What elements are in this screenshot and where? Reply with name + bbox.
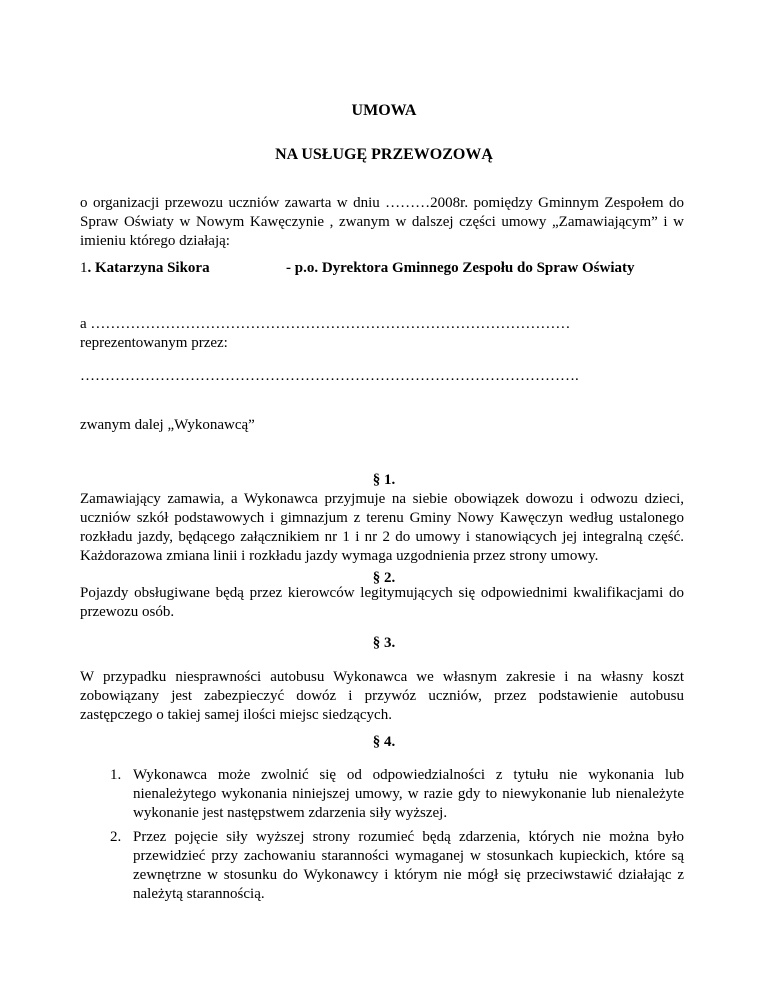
represented-by-label: reprezentowanym przez:	[80, 335, 228, 351]
section-1-heading: § 1.	[372, 472, 396, 488]
signatory-number: 1	[80, 260, 88, 276]
signatory-role: - p.o. Dyrektora Gminnego Zespołu do Spraw Oświaty	[286, 260, 635, 276]
list-item-text: Wykonawca może zwolnić się od odpowiedzialności z tytułu nie wykonania lub nienależytego wykonania niniejszej umowy, w razie gdy to niewykonanie lub nienależyte wykonanie jest następstwem zdarzenia siły wyższej.	[133, 767, 684, 821]
intro-paragraph: o organizacji przewozu uczniów zawarta w dniu ………2008r. pomiędzy Gminnym Zespołem do Spraw Oświaty w Nowym Kawęczynie , zwanym w dalszej części umowy „Zamawiającym” i w imieniu którego działają:	[80, 195, 684, 249]
signatory-name: . Katarzyna Sikora	[87, 260, 210, 276]
list-item-text: Przez pojęcie siły wyższej strony rozumieć będą zdarzenia, których nie można było przewidzieć przy zachowaniu staranności wymaganej w stosunkach kupieckich, które są zewnętrzne w stosunku do Wykonawcy i którym nie mógł się przeciwstawić działając z należytą starannością.	[133, 829, 684, 902]
document-subtitle: NA USŁUGĘ PRZEWOZOWĄ	[275, 146, 493, 163]
section-2-heading: § 2.	[372, 570, 396, 586]
document-title: UMOWA	[351, 102, 417, 119]
signatory-line	[80, 259, 210, 278]
list-item-number: 1.	[110, 767, 122, 783]
section-3-body: W przypadku niesprawności autobusu Wykonawca we własnym zakresie i na własny koszt zobowiązany jest zabezpieczyć dowóz i przywóz uczniów, przez podstawienie autobusu zastępczego o takiej samej ilości miejsc siedzących.	[80, 669, 684, 723]
section-3-heading: § 3.	[372, 635, 396, 651]
section-4-heading: § 4.	[372, 734, 396, 750]
representative-dots: ……………………………………………………………………………………….	[80, 368, 579, 384]
contractor-line: a ……………………………………………………………………………………	[80, 316, 571, 332]
list-item	[110, 766, 684, 823]
section-2-body: Pojazdy obsługiwane będą przez kierowców legitymujących się odpowiednimi kwalifikacjami do przewozu osób.	[80, 585, 684, 620]
section-1-body: Zamawiający zamawia, a Wykonawca przyjmuje na siebie obowiązek dowozu i odwozu dzieci, uczniów szkół podstawowych i gimnazjum z terenu Gminy Nowy Kawęczyn według ustalonego rozkładu jazdy, będącego załącznikiem nr 1 i nr 2 do umowy i stanowiących jej integralną część. Każdorazowa zmiana linii i rozkładu jazdy wymaga uzgodnienia przez strony umowy.	[80, 491, 684, 564]
list-item	[110, 828, 684, 904]
contractor-named: zwanym dalej „Wykonawcą”	[80, 417, 255, 433]
list-item-number: 2.	[110, 829, 122, 845]
